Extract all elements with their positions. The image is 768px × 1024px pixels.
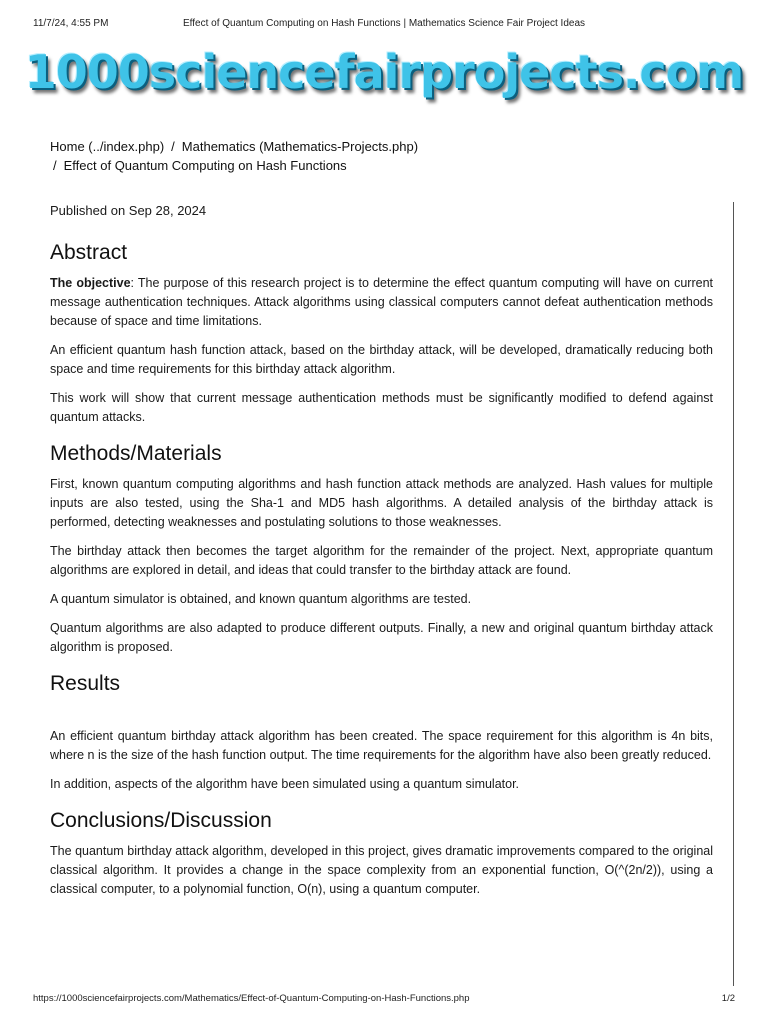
breadcrumb-separator: / <box>171 139 175 154</box>
abstract-heading: Abstract <box>50 241 128 264</box>
published-date: Published on Sep 28, 2024 <box>50 203 207 218</box>
abstract-paragraph-1 <box>50 274 713 331</box>
print-url: https://1000sciencefairprojects.com/Mathematics/Effect-of-Quantum-Computing-on-Hash-Functions.php <box>33 993 470 1004</box>
results-heading: Results <box>50 672 121 695</box>
print-datetime: 11/7/24, 4:55 PM <box>33 18 109 29</box>
article-content <box>50 201 713 909</box>
methods-paragraph-4: Quantum algorithms are also adapted to produce different outputs. Finally, a new and original quantum birthday attack algorithm is proposed. <box>50 621 713 654</box>
methods-paragraph-3: A quantum simulator is obtained, and known quantum algorithms are tested. <box>50 592 472 606</box>
results-spacer <box>50 705 713 727</box>
results-paragraph-2: In addition, aspects of the algorithm have been simulated using a quantum simulator. <box>50 777 520 791</box>
print-footer <box>0 993 768 1007</box>
methods-heading: Methods/Materials <box>50 442 222 465</box>
methods-paragraph-1: First, known quantum computing algorithms and hash function attack methods are analyzed. Hash values for multiple inputs are also tested, using the Sha-1 and MD5 hash algorithms. A detailed analysis of the birthday attack is performed, detecting weaknesses and postulating solutions to those weaknesses. <box>50 477 713 529</box>
abstract-paragraph-3: This work will show that current message authentication methods must be significantly modified to defend against quantum attacks. <box>50 391 713 424</box>
breadcrumb-current: Effect of Quantum Computing on Hash Functions <box>63 158 347 173</box>
conclusions-paragraph-1: The quantum birthday attack algorithm, developed in this project, gives dramatic improvements compared to the original classical algorithm. It provides a change in the space complexity from an exponential function, O(^(2n/2)), using a classical computer, to a polynomial function, O(n), using a quantum computer. <box>50 844 713 896</box>
print-header <box>0 18 768 32</box>
breadcrumb-separator: / <box>53 158 57 173</box>
objective-label: The objective <box>50 276 131 290</box>
page-number: 1/2 <box>721 993 735 1004</box>
site-logo[interactable]: 1000sciencefairprojects.com <box>24 45 744 99</box>
breadcrumb-category-link[interactable]: Mathematics (Mathematics-Projects.php) <box>181 139 419 154</box>
results-paragraph-1: An efficient quantum birthday attack algorithm has been created. The space requirement for this algorithm is 4n bits, where n is the size of the hash function output. The time requirements for the algorithm have also been greatly reduced. <box>50 729 713 762</box>
breadcrumb <box>50 137 730 175</box>
breadcrumb-home-link[interactable]: Home (../index.php) <box>50 139 165 154</box>
conclusions-heading: Conclusions/Discussion <box>50 809 272 832</box>
scrollbar-track[interactable] <box>733 202 734 986</box>
methods-paragraph-2: The birthday attack then becomes the target algorithm for the remainder of the project. Next, appropriate quantum algorithms are explored in detail, and ideas that could transfer to the birthday attack are found. <box>50 544 713 577</box>
objective-text: : The purpose of this research project is to determine the effect quantum computing will have on current message authentication techniques. Attack algorithms using classical computers cannot defeat authentication methods because of space and time limitations. <box>50 276 714 328</box>
abstract-paragraph-2: An efficient quantum hash function attack, based on the birthday attack, will be developed, dramatically reducing both space and time requirements for this birthday attack algorithm. <box>50 343 713 376</box>
print-page-title: Effect of Quantum Computing on Hash Functions | Mathematics Science Fair Project Ideas <box>182 18 586 29</box>
